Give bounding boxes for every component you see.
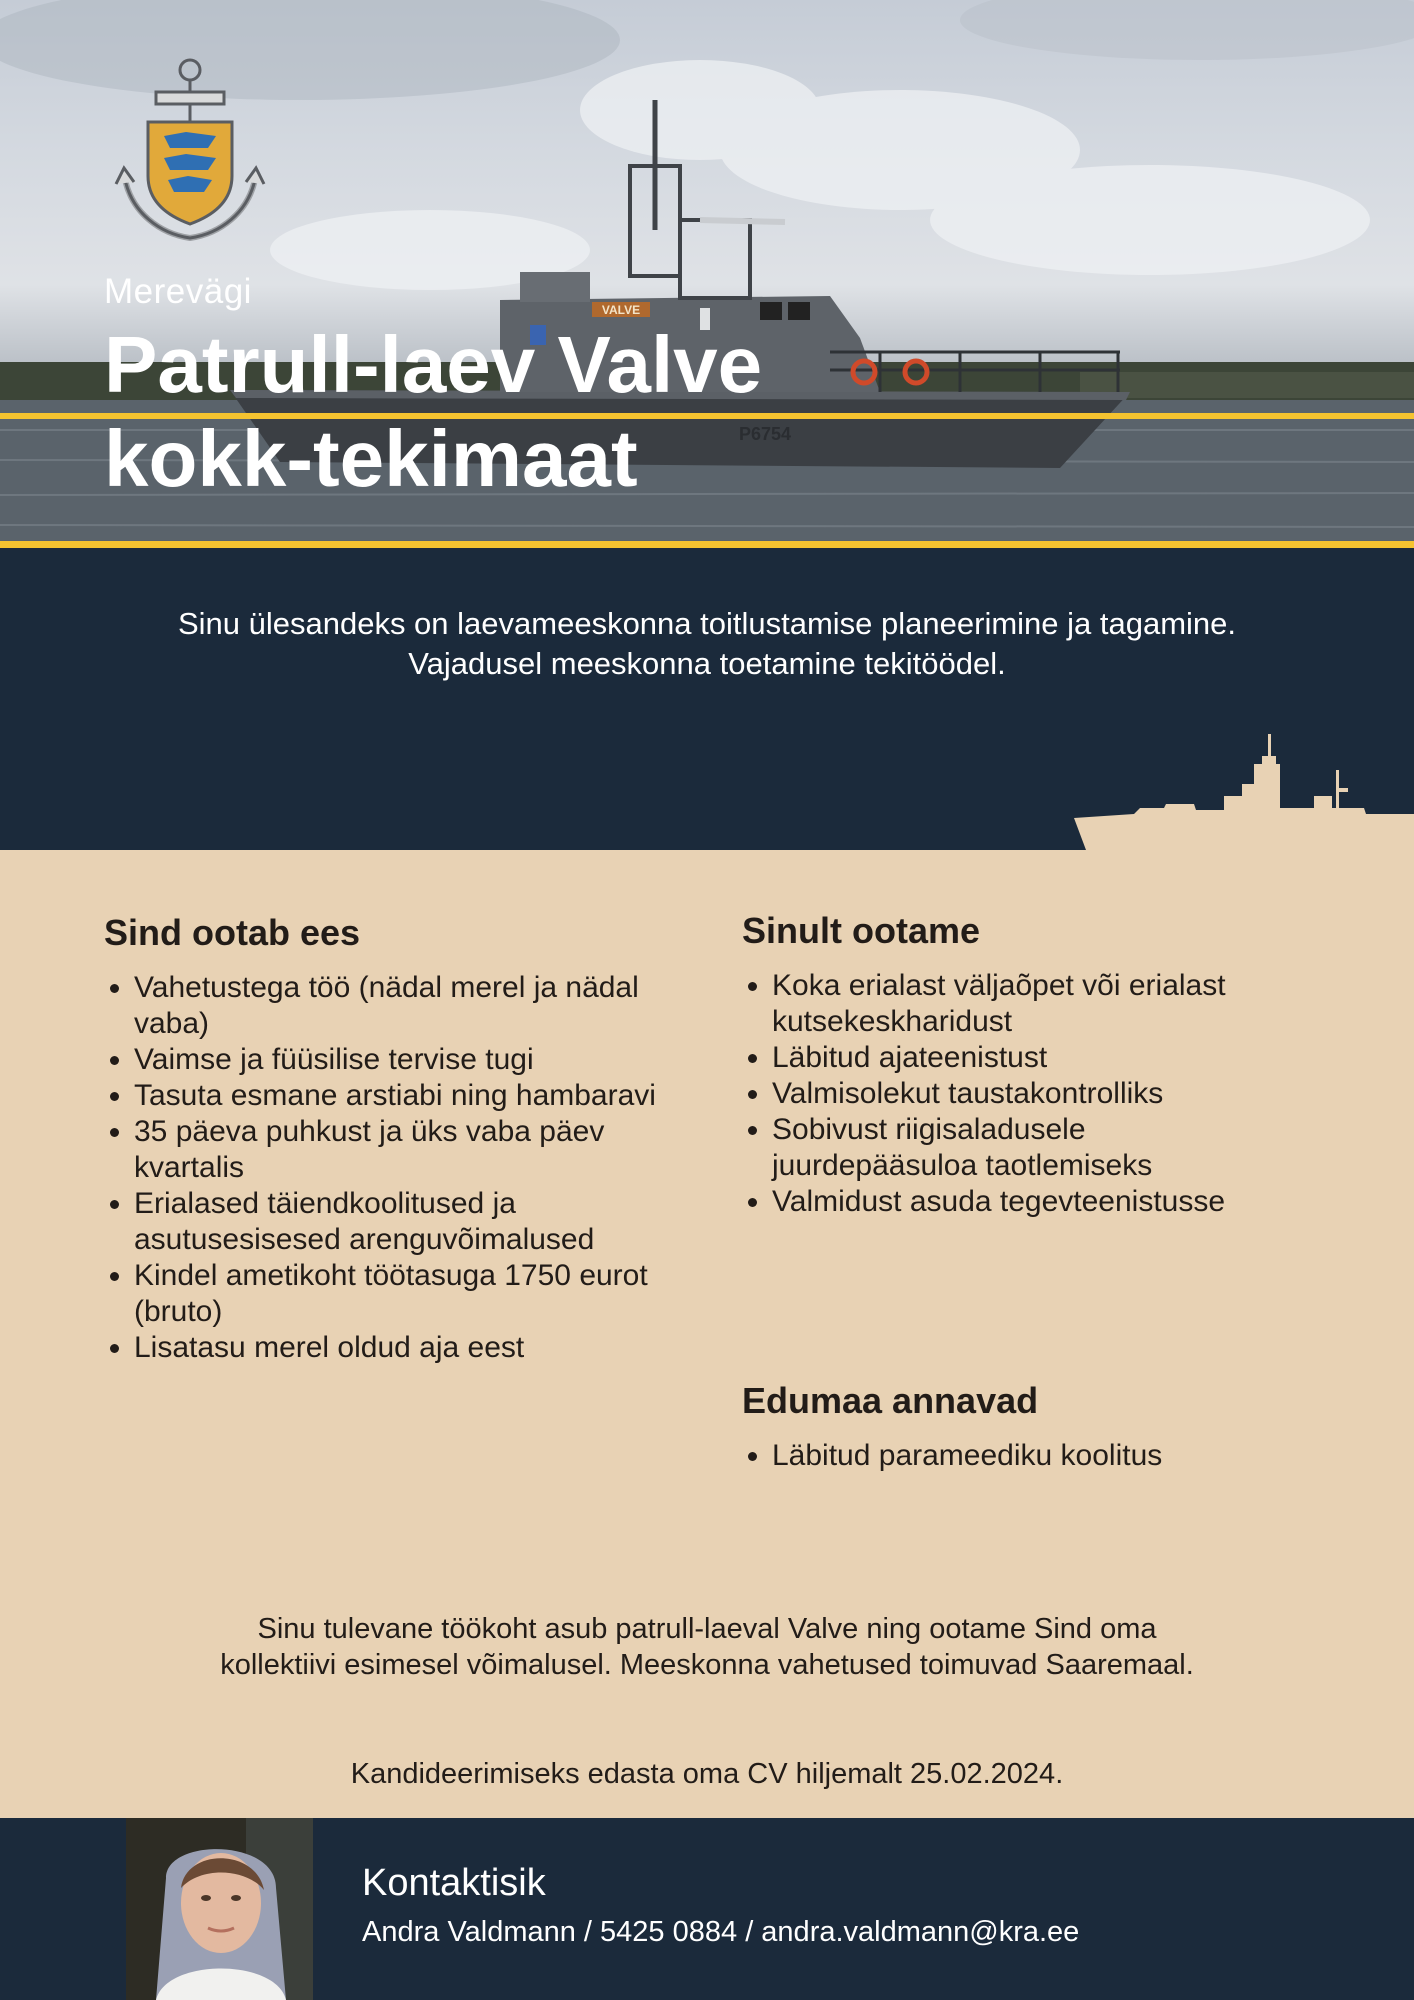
navy-crest-logo: [112, 56, 268, 246]
list-item: • Läbitud parameediku koolitus: [772, 1438, 1242, 1474]
list-item: • Kindel ametikoht töötasuga 1750 eurot (bruto): [134, 1258, 664, 1330]
intro-text: Sinu ülesandeks on laevameeskonna toitlustamise planeerimine ja tagamine. Vajadusel meeskonna toetamine tekitöödel.: [177, 606, 1237, 681]
hull-number: P6754: [738, 424, 792, 444]
list-item: • Vaimse ja füüsilise tervise tugi: [134, 1042, 664, 1078]
list-item: • Sobivust riigisaladusele juurdepääsuloa taotlemiseks: [772, 1112, 1242, 1184]
intro-band: [0, 548, 1414, 850]
contact-details: Andra Valdmann / 5425 0884 / andra.valdmann@kra.ee: [362, 1916, 1080, 1948]
accent-stripe: [0, 541, 1414, 548]
list-item: • 35 päeva puhkust ja üks vaba päev kvartalis: [134, 1114, 664, 1186]
hero-banner: [0, 0, 1414, 548]
list-item: • Vahetustega töö (nädal merel ja nädal vaba): [134, 970, 664, 1042]
ship-name-plate-text: VALVE: [601, 303, 641, 317]
title-line-1: Patrull-laev Valve: [104, 320, 763, 409]
requirements-section: [742, 910, 1242, 1220]
advantages-heading: Edumaa annavad: [742, 1380, 1039, 1421]
advantages-section: [742, 1380, 1242, 1474]
page-title: [104, 318, 762, 506]
list-item: • Tasuta esmane arstiabi ning hambaravi: [134, 1078, 664, 1114]
contact-photo: [126, 1818, 313, 2000]
offers-list: [104, 970, 664, 1366]
requirements-heading: Sinult ootame: [742, 910, 981, 951]
branch-label: Merevägi: [104, 272, 252, 311]
application-deadline: Kandideerimiseks edasta oma CV hiljemalt 25.02.2024.: [350, 1758, 1064, 1790]
avatar: [126, 1818, 313, 2000]
list-item: • Erialased täiendkoolitused ja asutusesisesed arenguvõimalused: [134, 1186, 664, 1258]
list-item: • Lisatasu merel oldud aja eest: [134, 1330, 664, 1366]
list-item: • Valmidust asuda tegevteenistusse: [772, 1184, 1242, 1220]
offers-heading: Sind ootab ees: [104, 912, 361, 953]
list-item: • Valmisolekut taustakontrolliks: [772, 1076, 1242, 1112]
offers-section: [104, 912, 664, 1366]
advantages-list: [742, 1438, 1242, 1474]
list-item: • Koka erialast väljaõpet või erialast kutsekeskharidust: [772, 968, 1242, 1040]
workplace-text: Sinu tulevane töökoht asub patrull-laeval Valve ning ootame Sind oma kollektiivi esimesel võimalusel. Meeskonna vahetused toimuvad Saaremaal.: [220, 1613, 1194, 1681]
warship-silhouette: [1074, 734, 1414, 850]
requirements-list: [742, 968, 1242, 1220]
list-item: • Läbitud ajateenistust: [772, 1040, 1242, 1076]
title-line-2: kokk-tekimaat: [104, 414, 638, 503]
contact-footer: [0, 1818, 1414, 2000]
contact-title: Kontaktisik: [362, 1862, 546, 1904]
